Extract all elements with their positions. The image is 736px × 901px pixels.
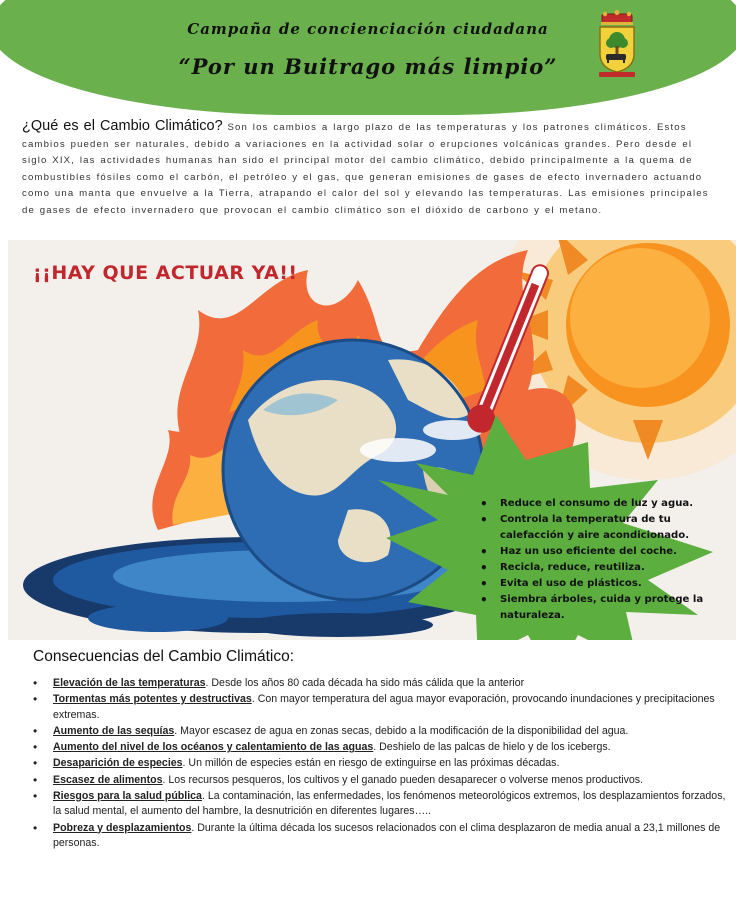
consequence-item xyxy=(33,773,728,789)
consequence-heading: Elevación de las temperaturas xyxy=(53,677,206,689)
consequence-item xyxy=(33,740,728,756)
consequence-item xyxy=(33,676,728,692)
consequence-item xyxy=(33,756,728,772)
intro-text: Son los cambios a largo plazo de las temperaturas y los patrones climáticos. Estos cambios pueden ser naturales, debido a variaciones en la actividad solar o erupciones volcánicas grandes. Pero desde el siglo XIX, las actividades humanas han sido el principal motor del cambio climático, debido principalmente a la quema de combustibles fósiles como el carbón, el petróleo y el gas, que generan emisiones de gases de efecto invernadero actuando como una manta que envuelve a la Tierra, atrapando el calor del sol y elevando las temperaturas. Las emisiones principales de gases de efecto invernadero que provocan el cambio climático son el dióxido de carbono y el metano. xyxy=(22,122,709,216)
consequence-text: . Los recursos pesqueros, los cultivos y el ganado pueden desaparecer o volverse menos productivos. xyxy=(162,773,644,786)
tip-item: • Recicla, reduce, reutiliza. xyxy=(478,560,716,576)
municipal-crest-icon xyxy=(594,10,640,78)
tip-item: • Controla la temperatura de tu calefacción y aire acondicionado. xyxy=(478,512,716,544)
consequence-text: . Desde los años 80 cada década ha sido más cálida que la anterior xyxy=(205,677,525,689)
tip-item: • Reduce el consumo de luz y agua. xyxy=(478,496,716,512)
action-tips-list xyxy=(478,496,716,624)
consequence-heading: Desaparición de especies xyxy=(53,757,183,770)
consequence-item xyxy=(33,789,728,820)
consequence-item xyxy=(33,692,728,723)
consequence-text: . Con mayor temperatura del agua mayor evaporación, provocando inundaciones y precipitaciones extremas. xyxy=(53,693,715,721)
consequence-text: . Deshielo de las palcas de hielo y de los icebergs. xyxy=(373,741,611,754)
consequence-heading: Tormentas más potentes y destructivas xyxy=(53,693,252,706)
tip-item: • Evita el uso de plásticos. xyxy=(478,576,716,592)
intro-paragraph xyxy=(22,118,716,219)
consequence-item xyxy=(33,821,728,852)
consequence-heading: Aumento del nivel de los océanos y calentamiento de las aguas xyxy=(53,741,374,754)
consequences-title: Consecuencias del Cambio Climático: xyxy=(33,648,295,665)
consequences-list xyxy=(33,676,728,852)
consequence-heading: Riesgos para la salud pública xyxy=(53,789,202,802)
tip-item: • Siembra árboles, cuida y protege la naturaleza. xyxy=(478,592,716,624)
consequence-heading: Aumento de las sequías xyxy=(53,724,175,737)
call-to-action-heading: ¡¡HAY QUE ACTUAR YA!! xyxy=(33,262,298,284)
consequence-heading: Pobreza y desplazamientos xyxy=(53,821,192,834)
consequence-text: . Durante la última década los sucesos relacionados con el clima desplazaron de media anual a 23,1 millones de personas. xyxy=(53,821,721,850)
consequence-text: . La contaminación, las enfermedades, los fenómenos meteorológicos extremos, los desplazamientos forzados, la salud mental, el aumento del hambre, la desnutrición en diferentes lugares….. xyxy=(53,789,726,818)
tip-item: • Haz un uso eficiente del coche. xyxy=(478,544,716,560)
campaign-slogan: “Por un Buitrago más limpio” xyxy=(178,54,558,79)
campaign-title: Campaña de concienciación ciudadana xyxy=(187,20,549,38)
consequence-heading: Escasez de alimentos xyxy=(53,773,163,786)
intro-question: ¿Qué es el Cambio Climático? xyxy=(22,118,223,134)
consequence-item xyxy=(33,724,728,740)
consequence-text: . Un millón de especies están en riesgo de extinguirse en las próximas décadas. xyxy=(182,757,560,770)
consequence-text: . Mayor escasez de agua en zonas secas, debido a la modificación de la disponibilidad del agua. xyxy=(174,724,629,737)
